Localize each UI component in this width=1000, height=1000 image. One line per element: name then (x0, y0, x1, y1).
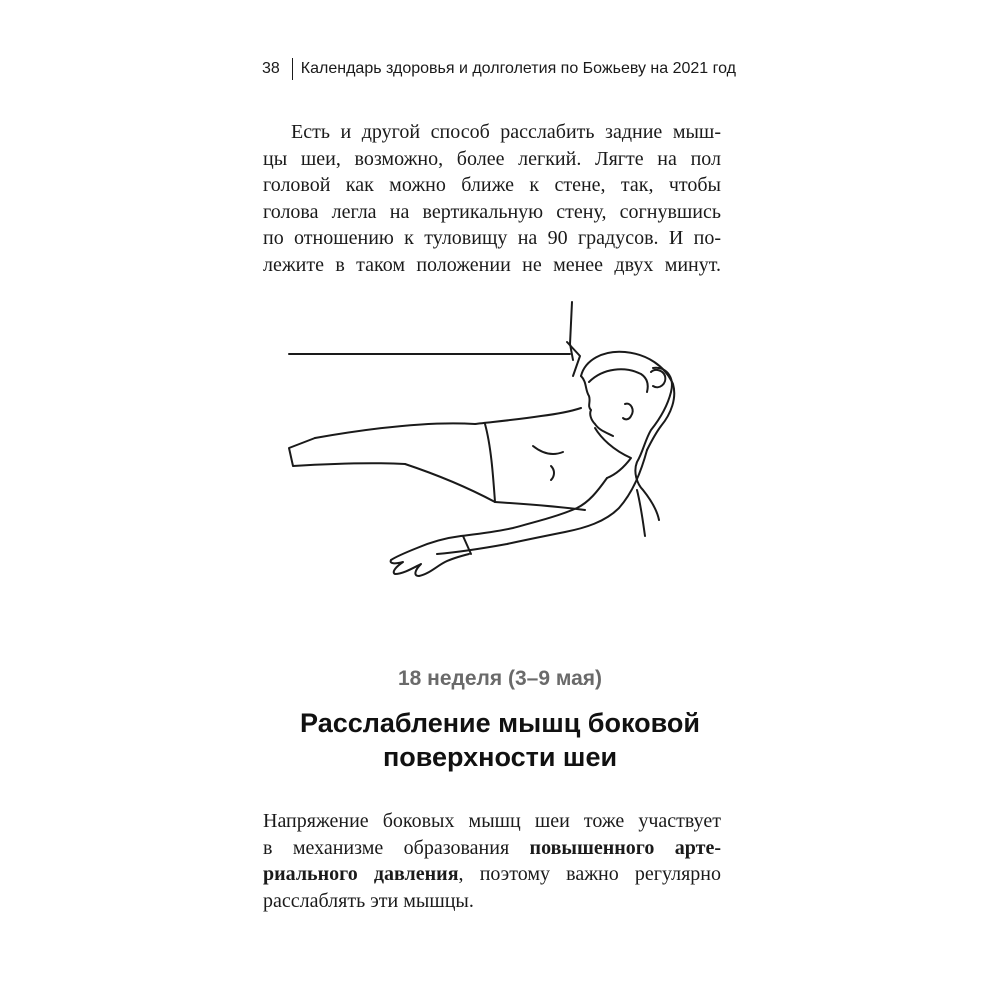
paragraph-wall-stretch (263, 119, 721, 278)
section-title (0, 706, 1000, 774)
torso-top (315, 423, 475, 438)
paragraph-text: , поэтому важно регулярно (458, 863, 721, 885)
wall-line (570, 302, 573, 360)
paragraph-lateral-neck (263, 808, 721, 914)
paragraph-line: Есть и другой способ расслабить задние мыш- (291, 121, 721, 143)
paragraph-line: по отношению к туловищу на 90 градусов. И по- (263, 227, 721, 249)
back-of-legs (637, 490, 645, 536)
chest-fold (533, 446, 563, 454)
arm-outline (437, 450, 647, 554)
hand (391, 536, 469, 576)
navel (551, 466, 554, 480)
page-number: 38 (262, 60, 280, 77)
header-separator (292, 58, 293, 80)
shorts-bottom (405, 464, 495, 502)
bold-term: риального давления (263, 863, 459, 885)
woman-lying-with-head-against-wall-illustration (285, 296, 685, 586)
hair-tie (651, 370, 665, 387)
paragraph-text: в механизме образования (263, 836, 530, 859)
legs-top (289, 438, 405, 466)
shoulder-line (475, 408, 581, 424)
section-title-line: поверхности шеи (382, 742, 618, 772)
week-label: 18 неделя (3–9 мая) (397, 667, 603, 690)
paragraph-line: голова легла на вертикальную стену, согнувшись (263, 200, 721, 223)
paragraph-line: расслаблять эти мышцы. (263, 889, 474, 912)
paragraph-line (263, 861, 721, 888)
bold-term: повышенного арте- (529, 836, 721, 859)
paragraph-line: лежите в таком положении не менее двух минут. (263, 253, 721, 276)
ear (623, 404, 633, 420)
hair-line (589, 369, 648, 392)
paragraph-line: цы шеи, возможно, более легкий. Лягте на пол (263, 147, 721, 170)
shorts-waist (485, 424, 495, 502)
running-head (262, 58, 736, 80)
running-title: Календарь здоровья и долголетия по Божьеву на 2021 год (300, 60, 737, 77)
paragraph-line (263, 835, 721, 862)
paragraph-line: головой как можно ближе к стене, так, чтобы (263, 174, 721, 196)
belly-line (495, 502, 585, 510)
ponytail (635, 368, 672, 520)
face-profile (581, 376, 613, 436)
paragraph-line: Напряжение боковых мышц шеи тоже участвует (263, 810, 721, 832)
head-outline (581, 352, 674, 450)
section-title-line: Расслабление мышц боковой (300, 708, 700, 738)
